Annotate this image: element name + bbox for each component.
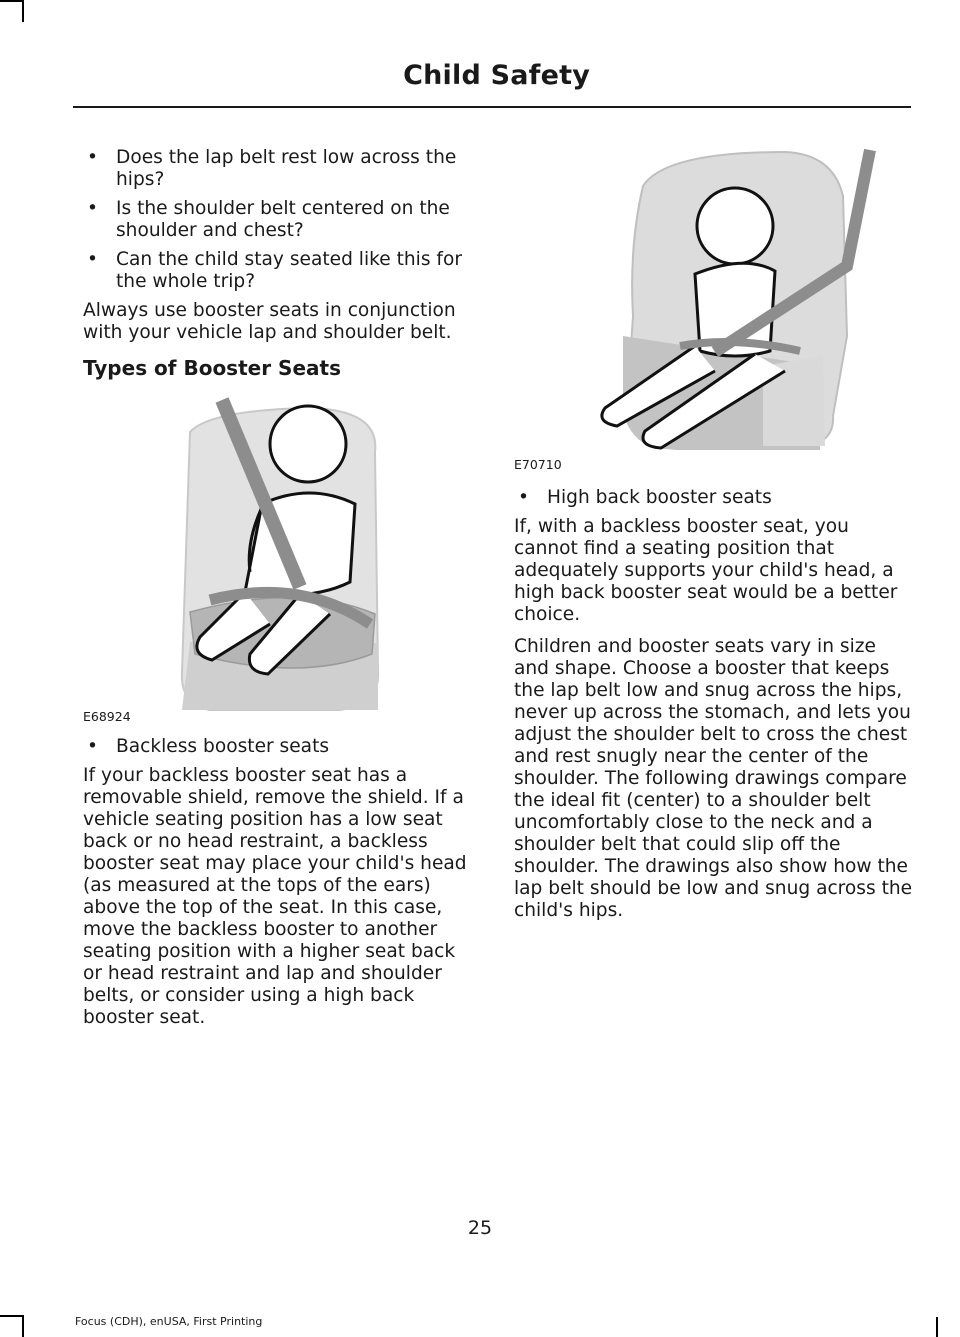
crop-mark [0,0,22,2]
high-back-paragraph: If, with a backless booster seat, you cannot find a seating position that adequately supports your child's head, a high back booster seat would be a better choice. [514,516,898,625]
left-column-lower [83,736,478,1039]
fit-paragraph: Children and booster seats vary in size and shape. Choose a booster that keeps the lap belt low and snug across the hips, never up across the stomach, and lets you adjust the shoulder belt to cross the chest and rest snugly near the center of the shoulder. The following drawings compare the ideal fit (center) to a shoulder belt uncomfortably close to the neck and a shoulder belt that could slip off the shoulder. The drawings also show how the lap belt should be low and snug across the child's hips. [514,636,913,921]
figure-code: E68924 [83,709,131,724]
footer-text: Focus (CDH), enUSA, First Printing [75,1315,263,1328]
list-item [83,249,478,293]
crop-mark [936,1317,938,1337]
list-item [83,147,478,191]
bullet-glyph: • [87,198,98,219]
bullet-glyph: • [87,249,98,270]
backless-paragraph: If your backless booster seat has a removable shield, remove the shield. If a vehicle seating position has a low seat back or no head restraint, a backless booster seat may place your child's head (as measured at the tops of the ears) above the top of the seat. In this case, move the backless booster to another seating position with a higher seat back or head restraint and lap and shoulder belts, or consider using a high back booster seat. [83,765,467,1028]
crop-mark [0,1315,22,1317]
section-heading: Types of Booster Seats [83,356,341,380]
page-title: Child Safety [403,60,590,91]
bullet-glyph: • [87,147,98,168]
bullet-text: Is the shoulder belt centered on the shoulder and chest? [116,198,450,241]
header-rule [73,106,911,108]
bullet-glyph: • [518,487,529,508]
backless-booster-illustration [150,392,470,714]
list-item [514,487,914,509]
high-back-booster-figure [585,146,915,456]
bullet-glyph: • [87,736,98,757]
bullet-text: Does the lap belt rest low across the hips? [116,147,457,190]
bullet-text: Can the child stay seated like this for the whole trip? [116,249,462,292]
page-number: 25 [467,1217,493,1239]
left-column [83,147,478,380]
crop-mark [22,1315,24,1337]
right-column [514,487,914,932]
backless-booster-figure [150,392,470,714]
bullet-text: Backless booster seats [116,736,330,757]
bullet-text: High back booster seats [547,487,772,508]
intro-paragraph: Always use booster seats in conjunction with your vehicle lap and shoulder belt. [83,300,456,343]
crop-mark [22,0,24,22]
list-item [83,198,478,242]
figure-code: E70710 [514,457,562,472]
list-item [83,736,478,758]
high-back-booster-illustration [585,146,915,456]
